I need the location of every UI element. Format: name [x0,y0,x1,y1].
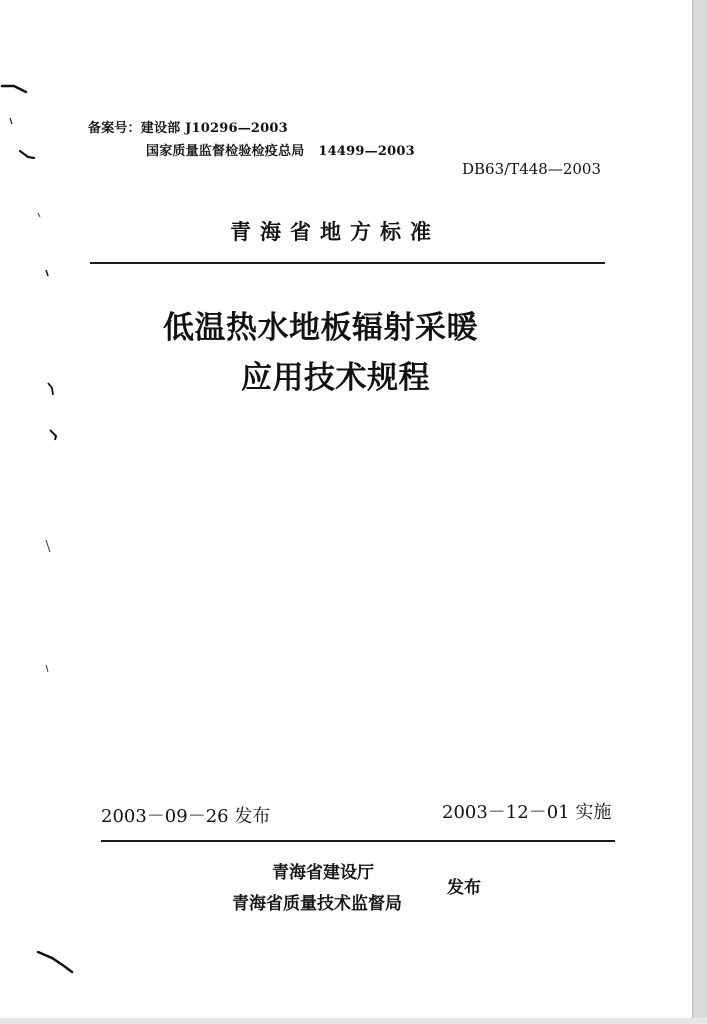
issuing-agency-quality: 青海省质量技术监督局 [232,894,402,914]
aqsiq-number: 14499—2003 [318,144,415,159]
issuing-agency-construction: 青海省建设厅 [272,863,374,883]
standard-category: 青海省地方标准 [230,220,440,244]
bottom-divider [101,840,615,842]
effective-date: 2003－12－01 实施 [442,802,612,823]
release-date: 2003－09－26 发布 [101,806,271,827]
aqsiq-record-line [146,140,415,159]
record-number-line: 备案号：建设部 J10296—2003 [88,121,288,136]
issued-label: 发布 [447,878,481,898]
aqsiq-label: 国家质量监督检验检疫总局 [146,144,305,159]
document-title-line1: 低温热水地板辐射采暖 [163,310,478,346]
document-title-line2: 应用技术规程 [241,360,430,396]
top-divider [90,262,605,264]
standard-number: DB63/T448—2003 [462,160,601,178]
